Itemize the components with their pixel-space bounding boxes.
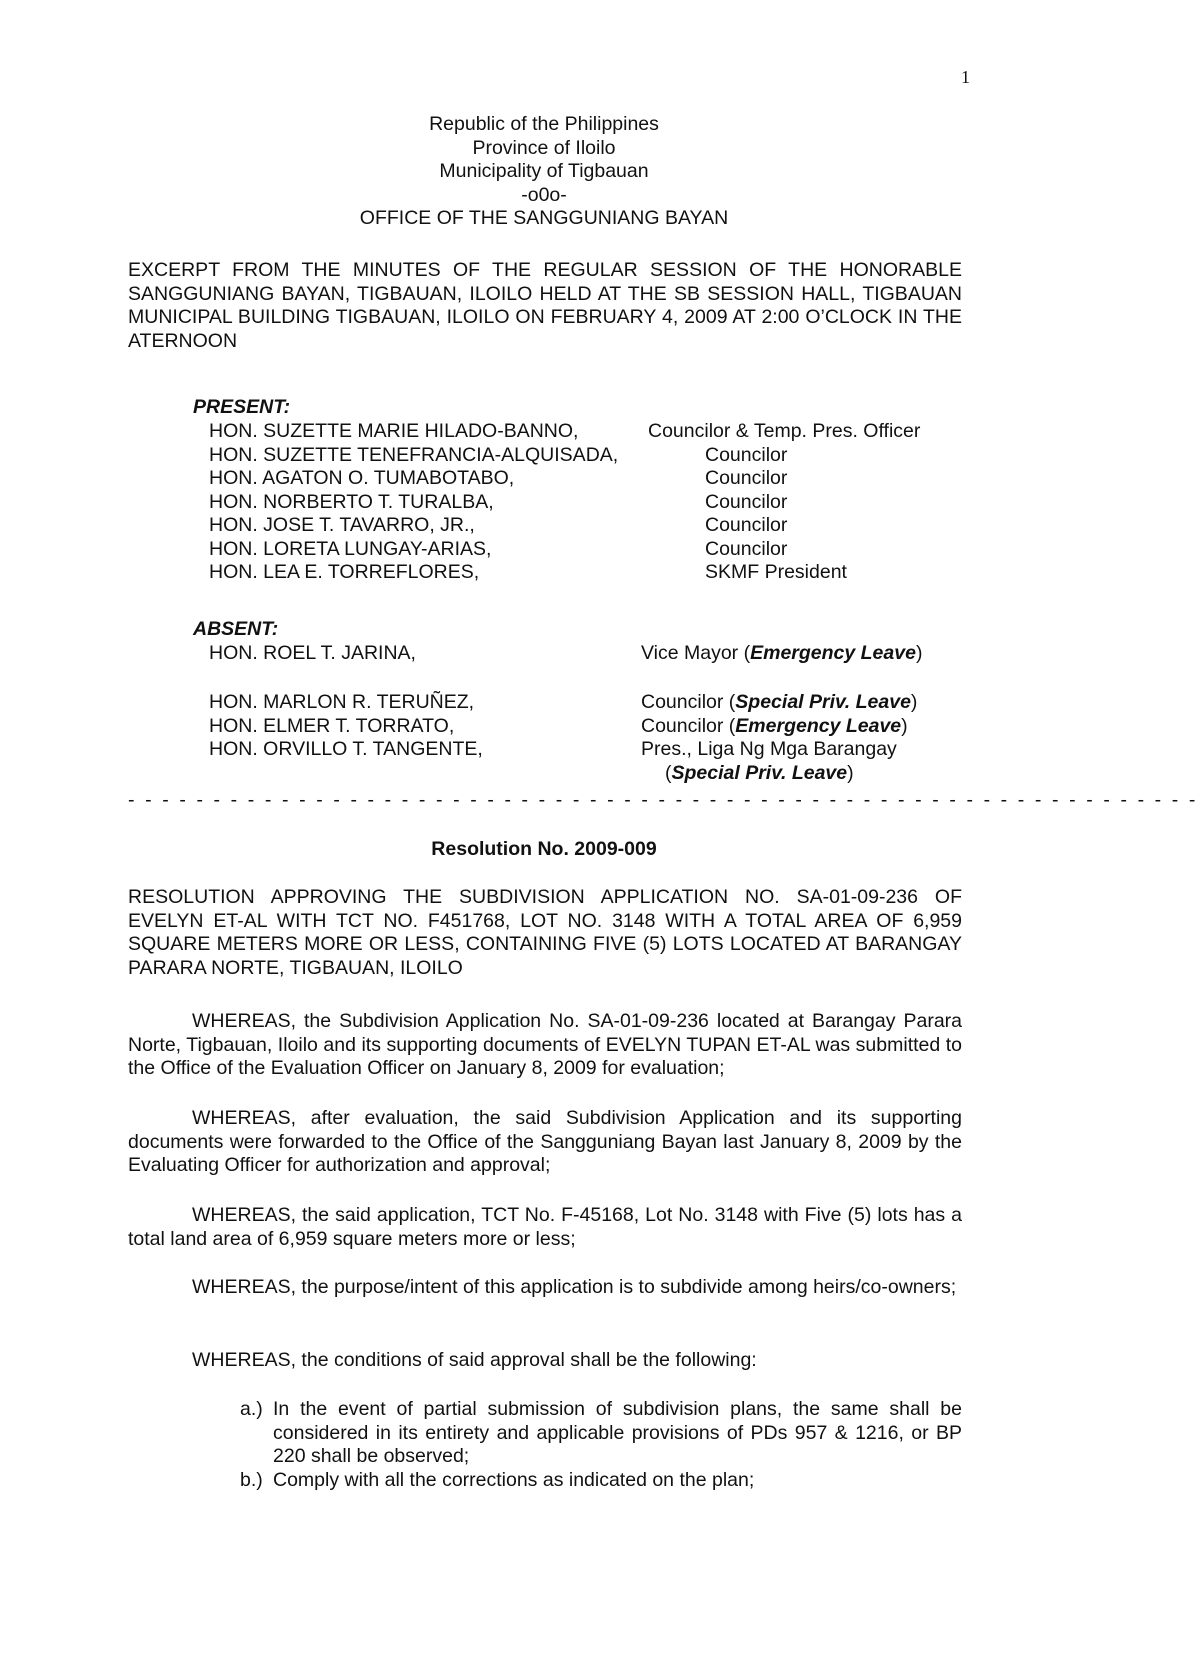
resolution-number: Resolution No. 2009-009 xyxy=(431,838,657,860)
condition-item xyxy=(240,1469,962,1493)
absent-label: ABSENT: xyxy=(193,618,279,640)
roster-row xyxy=(209,538,969,562)
member-role: Councilor xyxy=(705,467,788,489)
roster-row xyxy=(209,738,969,762)
member-role: Councilor xyxy=(705,537,788,560)
roster-row xyxy=(209,561,969,585)
member-name: HON. LORETA LUNGAY-ARIAS, xyxy=(209,537,492,560)
leave-note: Emergency Leave xyxy=(735,714,902,737)
dashed-divider: - - - - - - - - - - - - - - - - - - - - - - - - - - - - - - - - - - - - - - - - - - - - - - - - - - - - - - - - - - - - - - - xyxy=(128,789,1198,811)
roster-row xyxy=(209,642,969,666)
member-role-continuation: (Special Priv. Leave) xyxy=(665,761,854,784)
leave-note: Special Priv. Leave xyxy=(671,761,848,784)
roster-row xyxy=(209,420,969,444)
condition-text: In the event of partial submission of subdivision plans, the same shall be considered in its entirety and applicable provisions of PDs 957 & 1216, or BP 220 shall be observed; xyxy=(273,1398,962,1467)
roster-row xyxy=(209,715,969,739)
roster-row xyxy=(209,444,969,468)
present-label: PRESENT: xyxy=(193,396,291,418)
member-role: Councilor xyxy=(705,490,788,513)
member-role: Councilor xyxy=(705,514,788,536)
member-role: Vice Mayor (Emergency Leave) xyxy=(641,642,923,664)
member-name: HON. ROEL T. JARINA, xyxy=(209,642,416,664)
whereas-clause: WHEREAS, after evaluation, the said Subdivision Application and its supporting documents were forwarded to the Office of the Sangguniang Bayan last January 8, 2009 by the Evaluating Officer for authorization and approval; xyxy=(128,1107,962,1176)
member-name: HON. NORBERTO T. TURALBA, xyxy=(209,490,494,513)
condition-marker: a.) xyxy=(240,1398,263,1420)
member-name: HON. AGATON O. TUMABOTABO, xyxy=(209,467,515,489)
letterhead-line: -o0o- xyxy=(521,183,567,206)
roster-row xyxy=(209,467,969,491)
member-role: Councilor xyxy=(705,443,788,466)
roster-row xyxy=(209,691,969,715)
condition-item xyxy=(240,1398,962,1469)
letterhead-line: OFFICE OF THE SANGGUNIANG BAYAN xyxy=(359,207,729,229)
letterhead-line: Municipality of Tigbauan xyxy=(439,160,649,182)
whereas-clause: WHEREAS, the purpose/intent of this application is to subdivide among heirs/co-owners; xyxy=(192,1276,957,1298)
whereas-clause: WHEREAS, the conditions of said approval shall be the following: xyxy=(192,1349,757,1371)
roster-row xyxy=(209,762,969,786)
page-number: 1 xyxy=(961,67,970,87)
present-roster xyxy=(209,420,969,585)
whereas-clause: WHEREAS, the said application, TCT No. F-45168, Lot No. 3148 with Five (5) lots has a total land area of 6,959 square meters more or less; xyxy=(128,1204,962,1250)
member-role: Pres., Liga Ng Mga Barangay xyxy=(641,738,897,760)
absent-roster-continued xyxy=(209,691,969,785)
member-name: HON. SUZETTE MARIE HILADO-BANNO, xyxy=(209,420,579,442)
member-role: SKMF President xyxy=(705,561,847,583)
leave-note: Emergency Leave xyxy=(750,642,916,664)
conditions-list xyxy=(240,1398,962,1492)
excerpt-paragraph: EXCERPT FROM THE MINUTES OF THE REGULAR SESSION OF THE HONORABLE SANGGUNIANG BAYAN, TIGBAUAN, ILOILO HELD AT THE SB SESSION HALL, TIGBAUAN MUNICIPAL BUILDING TIGBAUAN, ILOILO ON FEBRUARY 4, 2009 AT 2:00 O’CLOCK IN THE ATERNOON xyxy=(128,259,962,352)
member-name: HON. JOSE T. TAVARRO, JR., xyxy=(209,514,475,536)
member-name: HON. SUZETTE TENEFRANCIA-ALQUISADA, xyxy=(209,443,619,466)
member-name: HON. MARLON R. TERUÑEZ, xyxy=(209,691,475,713)
member-name: HON. LEA E. TORREFLORES, xyxy=(209,561,480,583)
letterhead-line: Republic of the Philippines xyxy=(429,113,659,135)
condition-marker: b.) xyxy=(240,1468,263,1491)
member-role: Councilor (Emergency Leave) xyxy=(641,714,908,737)
absent-roster xyxy=(209,642,969,666)
member-role: Councilor & Temp. Pres. Officer xyxy=(648,420,921,442)
member-name: HON. ELMER T. TORRATO, xyxy=(209,714,455,737)
whereas-clause: WHEREAS, the Subdivision Application No. SA-01-09-236 located at Barangay Parara Norte, Tigbauan, Iloilo and its supporting documents of EVELYN TUPAN ET-AL was submitted to the Office of the Evaluation Officer on January 8, 2009 for evaluation; xyxy=(128,1010,962,1079)
roster-row xyxy=(209,514,969,538)
leave-note: Special Priv. Leave xyxy=(735,691,911,713)
member-role: Councilor (Special Priv. Leave) xyxy=(641,691,918,713)
member-name: HON. ORVILLO T. TANGENTE, xyxy=(209,738,483,760)
resolution-title: RESOLUTION APPROVING THE SUBDIVISION APPLICATION NO. SA-01-09-236 OF EVELYN ET-AL WITH TCT NO. F451768, LOT NO. 3148 WITH A TOTAL AREA OF 6,959 SQUARE METERS MORE OR LESS, CONTAINING FIVE (5) LOTS LOCATED AT BARANGAY PARARA NORTE, TIGBAUAN, ILOILO xyxy=(128,886,962,979)
letterhead xyxy=(0,113,1088,231)
condition-text: Comply with all the corrections as indicated on the plan; xyxy=(273,1468,755,1491)
letterhead-line: Province of Iloilo xyxy=(472,136,616,159)
roster-row xyxy=(209,491,969,515)
